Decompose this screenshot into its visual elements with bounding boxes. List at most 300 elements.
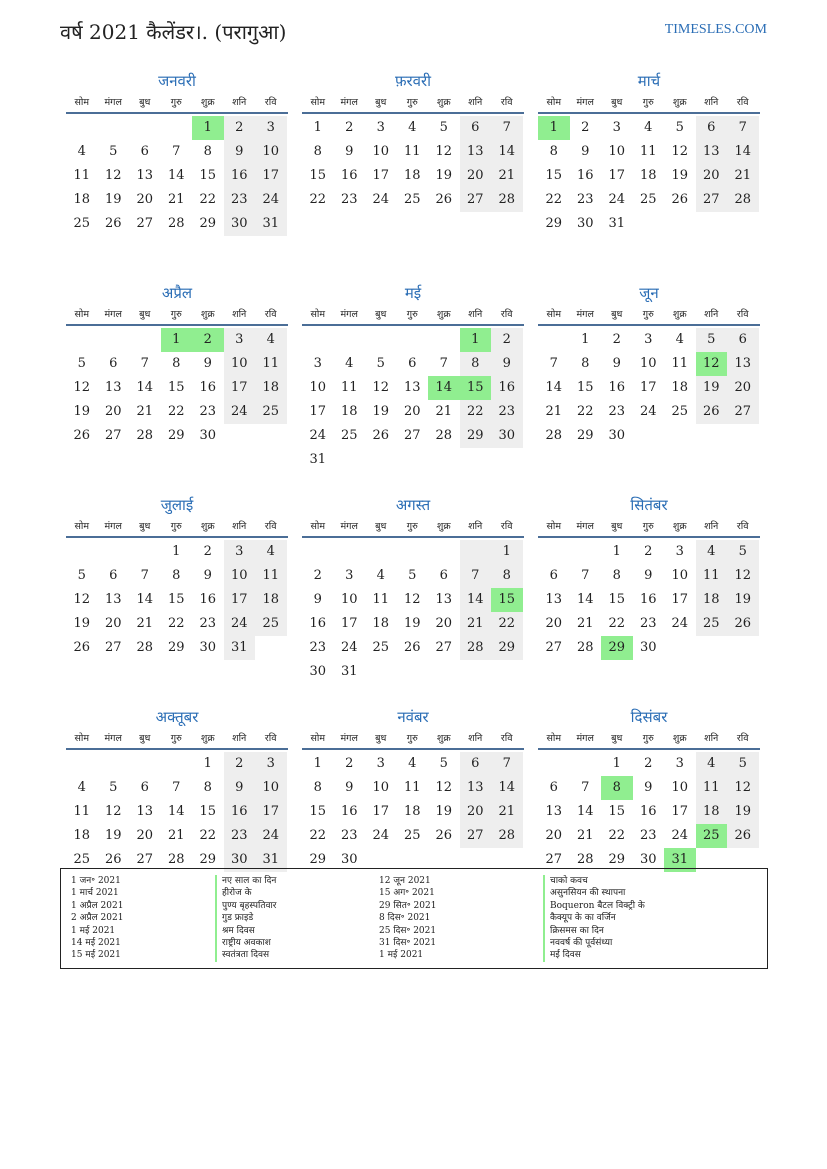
day-cell[interactable]: 15 (309, 804, 327, 819)
day-cell[interactable]: 8 (172, 356, 181, 371)
day-cell[interactable]: 29 (460, 424, 492, 448)
day-cell[interactable]: 8 (172, 568, 181, 583)
day-cell[interactable]: 17 (340, 616, 358, 631)
day-cell[interactable]: 20 (136, 828, 154, 843)
day-cell[interactable]: 21 (491, 800, 523, 824)
day-cell[interactable]: 7 (581, 568, 590, 583)
day-cell[interactable]: 21 (167, 828, 185, 843)
day-cell[interactable]: 5 (77, 568, 86, 583)
day-cell[interactable]: 24 (224, 612, 256, 636)
day-cell[interactable]: 11 (696, 776, 728, 800)
day-cell[interactable]: 5 (77, 356, 86, 371)
day-cell[interactable]: 1 (161, 328, 193, 352)
day-cell[interactable]: 9 (345, 144, 354, 159)
day-cell[interactable]: 12 (403, 592, 421, 607)
day-cell[interactable]: 7 (491, 752, 523, 776)
day-cell[interactable]: 5 (675, 120, 684, 135)
day-cell[interactable]: 19 (104, 828, 122, 843)
day-cell[interactable]: 12 (104, 168, 122, 183)
day-cell[interactable]: 3 (255, 116, 287, 140)
day-cell[interactable]: 21 (727, 164, 759, 188)
day-cell[interactable]: 10 (372, 144, 390, 159)
day-cell[interactable]: 27 (727, 400, 759, 424)
day-cell[interactable]: 20 (403, 404, 421, 419)
day-cell[interactable]: 22 (309, 192, 327, 207)
day-cell[interactable]: 14 (491, 140, 523, 164)
day-cell[interactable]: 21 (576, 616, 594, 631)
day-cell[interactable]: 13 (727, 352, 759, 376)
day-cell[interactable]: 23 (576, 192, 594, 207)
day-cell[interactable]: 21 (136, 404, 154, 419)
day-cell[interactable]: 21 (545, 404, 563, 419)
day-cell[interactable]: 25 (403, 828, 421, 843)
day-cell[interactable]: 23 (224, 188, 256, 212)
day-cell[interactable]: 11 (403, 780, 421, 795)
day-cell[interactable]: 5 (696, 328, 728, 352)
day-cell[interactable]: 12 (372, 380, 390, 395)
day-cell[interactable]: 30 (608, 428, 626, 443)
day-cell[interactable]: 13 (136, 168, 154, 183)
day-cell[interactable]: 16 (639, 804, 657, 819)
day-cell[interactable]: 6 (549, 568, 558, 583)
day-cell[interactable]: 12 (435, 780, 453, 795)
day-cell[interactable]: 2 (644, 544, 653, 559)
day-cell[interactable]: 24 (372, 192, 390, 207)
day-cell[interactable]: 3 (376, 756, 385, 771)
day-cell[interactable]: 26 (727, 824, 759, 848)
day-cell[interactable]: 16 (309, 616, 327, 631)
day-cell[interactable]: 30 (224, 848, 256, 872)
day-cell[interactable]: 1 (192, 116, 224, 140)
day-cell[interactable]: 4 (255, 540, 287, 564)
day-cell[interactable]: 16 (576, 168, 594, 183)
day-cell[interactable]: 25 (255, 400, 287, 424)
day-cell[interactable]: 23 (340, 828, 358, 843)
day-cell[interactable]: 14 (727, 140, 759, 164)
day-cell[interactable]: 18 (403, 804, 421, 819)
day-cell[interactable]: 1 (313, 120, 322, 135)
day-cell[interactable]: 19 (671, 168, 689, 183)
day-cell[interactable]: 23 (491, 400, 523, 424)
day-cell[interactable]: 27 (696, 188, 728, 212)
day-cell[interactable]: 7 (460, 564, 492, 588)
day-cell[interactable]: 30 (639, 640, 657, 655)
day-cell[interactable]: 3 (612, 120, 621, 135)
day-cell[interactable]: 14 (136, 592, 154, 607)
day-cell[interactable]: 17 (309, 404, 327, 419)
day-cell[interactable]: 21 (435, 404, 453, 419)
day-cell[interactable]: 28 (167, 852, 185, 867)
day-cell[interactable]: 25 (639, 192, 657, 207)
day-cell[interactable]: 19 (372, 404, 390, 419)
day-cell[interactable]: 7 (549, 356, 558, 371)
day-cell[interactable]: 17 (671, 592, 689, 607)
day-cell[interactable]: 21 (576, 828, 594, 843)
day-cell[interactable]: 17 (255, 800, 287, 824)
day-cell[interactable]: 8 (203, 780, 212, 795)
day-cell[interactable]: 6 (109, 356, 118, 371)
day-cell[interactable]: 13 (104, 380, 122, 395)
day-cell[interactable]: 18 (255, 376, 287, 400)
day-cell[interactable]: 9 (581, 144, 590, 159)
day-cell[interactable]: 11 (403, 144, 421, 159)
day-cell[interactable]: 24 (224, 400, 256, 424)
day-cell[interactable]: 24 (671, 828, 689, 843)
day-cell[interactable]: 9 (203, 356, 212, 371)
day-cell[interactable]: 24 (309, 428, 327, 443)
day-cell[interactable]: 23 (639, 616, 657, 631)
day-cell[interactable]: 18 (255, 588, 287, 612)
day-cell[interactable]: 10 (255, 140, 287, 164)
day-cell[interactable]: 28 (435, 428, 453, 443)
day-cell[interactable]: 21 (491, 164, 523, 188)
day-cell[interactable]: 19 (403, 616, 421, 631)
day-cell[interactable]: 20 (435, 616, 453, 631)
day-cell[interactable]: 10 (671, 568, 689, 583)
day-cell[interactable]: 29 (309, 852, 327, 867)
day-cell[interactable]: 15 (199, 804, 217, 819)
day-cell[interactable]: 25 (671, 404, 689, 419)
day-cell[interactable]: 1 (612, 544, 621, 559)
day-cell[interactable]: 30 (639, 852, 657, 867)
day-cell[interactable]: 22 (309, 828, 327, 843)
day-cell[interactable]: 2 (224, 752, 256, 776)
day-cell[interactable]: 30 (224, 212, 256, 236)
day-cell[interactable]: 16 (491, 376, 523, 400)
day-cell[interactable]: 10 (255, 776, 287, 800)
day-cell[interactable]: 23 (224, 824, 256, 848)
day-cell[interactable]: 6 (140, 144, 149, 159)
day-cell[interactable]: 13 (403, 380, 421, 395)
day-cell[interactable]: 1 (581, 332, 590, 347)
day-cell[interactable]: 19 (73, 616, 91, 631)
day-cell[interactable]: 7 (439, 356, 448, 371)
day-cell[interactable]: 31 (309, 452, 327, 467)
day-cell[interactable]: 2 (203, 544, 212, 559)
day-cell[interactable]: 11 (255, 564, 287, 588)
day-cell[interactable]: 2 (644, 756, 653, 771)
day-cell[interactable]: 21 (136, 616, 154, 631)
day-cell[interactable]: 22 (491, 612, 523, 636)
day-cell[interactable]: 21 (167, 192, 185, 207)
day-cell[interactable]: 29 (601, 636, 633, 660)
day-cell[interactable]: 18 (639, 168, 657, 183)
day-cell[interactable]: 4 (644, 120, 653, 135)
day-cell[interactable]: 7 (727, 116, 759, 140)
day-cell[interactable]: 16 (199, 592, 217, 607)
day-cell[interactable]: 11 (73, 168, 91, 183)
day-cell[interactable]: 1 (313, 756, 322, 771)
day-cell[interactable]: 28 (460, 636, 492, 660)
day-cell[interactable]: 8 (491, 564, 523, 588)
day-cell[interactable]: 4 (696, 752, 728, 776)
day-cell[interactable]: 31 (224, 636, 256, 660)
day-cell[interactable]: 18 (73, 192, 91, 207)
day-cell[interactable]: 3 (224, 328, 256, 352)
day-cell[interactable]: 21 (460, 612, 492, 636)
day-cell[interactable]: 25 (696, 612, 728, 636)
day-cell[interactable]: 11 (73, 804, 91, 819)
day-cell[interactable]: 13 (460, 140, 492, 164)
day-cell[interactable]: 14 (576, 592, 594, 607)
day-cell[interactable]: 31 (664, 848, 696, 872)
day-cell[interactable]: 23 (608, 404, 626, 419)
day-cell[interactable]: 8 (581, 356, 590, 371)
day-cell[interactable]: 9 (491, 352, 523, 376)
day-cell[interactable]: 19 (727, 800, 759, 824)
day-cell[interactable]: 2 (224, 116, 256, 140)
day-cell[interactable]: 18 (403, 168, 421, 183)
day-cell[interactable]: 27 (545, 640, 563, 655)
day-cell[interactable]: 26 (73, 428, 91, 443)
day-cell[interactable]: 12 (435, 144, 453, 159)
day-cell[interactable]: 5 (109, 144, 118, 159)
day-cell[interactable]: 4 (255, 328, 287, 352)
day-cell[interactable]: 4 (376, 568, 385, 583)
day-cell[interactable]: 7 (140, 568, 149, 583)
day-cell[interactable]: 18 (372, 616, 390, 631)
day-cell[interactable]: 31 (255, 848, 287, 872)
day-cell[interactable]: 29 (545, 216, 563, 231)
day-cell[interactable]: 13 (104, 592, 122, 607)
day-cell[interactable]: 10 (224, 564, 256, 588)
day-cell[interactable]: 8 (313, 780, 322, 795)
day-cell[interactable]: 28 (545, 428, 563, 443)
day-cell[interactable]: 5 (727, 540, 759, 564)
day-cell[interactable]: 28 (136, 640, 154, 655)
day-cell[interactable]: 1 (172, 544, 181, 559)
day-cell[interactable]: 12 (727, 776, 759, 800)
day-cell[interactable]: 25 (73, 852, 91, 867)
day-cell[interactable]: 4 (408, 120, 417, 135)
day-cell[interactable]: 26 (372, 428, 390, 443)
day-cell[interactable]: 26 (435, 828, 453, 843)
day-cell[interactable]: 22 (545, 192, 563, 207)
day-cell[interactable]: 10 (608, 144, 626, 159)
day-cell[interactable]: 3 (345, 568, 354, 583)
day-cell[interactable]: 17 (671, 804, 689, 819)
day-cell[interactable]: 2 (313, 568, 322, 583)
day-cell[interactable]: 14 (167, 804, 185, 819)
day-cell[interactable]: 16 (224, 800, 256, 824)
day-cell[interactable]: 29 (199, 852, 217, 867)
day-cell[interactable]: 15 (545, 168, 563, 183)
day-cell[interactable]: 9 (313, 592, 322, 607)
day-cell[interactable]: 24 (608, 192, 626, 207)
day-cell[interactable]: 6 (439, 568, 448, 583)
day-cell[interactable]: 3 (376, 120, 385, 135)
day-cell[interactable]: 9 (224, 140, 256, 164)
site-link[interactable]: TIMESLES.COM (664, 22, 767, 37)
day-cell[interactable]: 8 (203, 144, 212, 159)
day-cell[interactable]: 29 (608, 852, 626, 867)
day-cell[interactable]: 1 (203, 756, 212, 771)
day-cell[interactable]: 20 (104, 404, 122, 419)
day-cell[interactable]: 29 (491, 636, 523, 660)
day-cell[interactable]: 23 (639, 828, 657, 843)
day-cell[interactable]: 15 (608, 592, 626, 607)
day-cell[interactable]: 4 (696, 540, 728, 564)
day-cell[interactable]: 8 (612, 568, 621, 583)
day-cell[interactable]: 14 (428, 376, 460, 400)
day-cell[interactable]: 13 (696, 140, 728, 164)
day-cell[interactable]: 30 (199, 640, 217, 655)
day-cell[interactable]: 13 (545, 592, 563, 607)
day-cell[interactable]: 23 (309, 640, 327, 655)
day-cell[interactable]: 22 (608, 828, 626, 843)
day-cell[interactable]: 4 (675, 332, 684, 347)
day-cell[interactable]: 8 (313, 144, 322, 159)
day-cell[interactable]: 13 (435, 592, 453, 607)
day-cell[interactable]: 25 (255, 612, 287, 636)
day-cell[interactable]: 10 (639, 356, 657, 371)
day-cell[interactable]: 20 (696, 164, 728, 188)
day-cell[interactable]: 7 (491, 116, 523, 140)
day-cell[interactable]: 26 (671, 192, 689, 207)
day-cell[interactable]: 12 (73, 380, 91, 395)
day-cell[interactable]: 17 (255, 164, 287, 188)
day-cell[interactable]: 26 (435, 192, 453, 207)
day-cell[interactable]: 9 (345, 780, 354, 795)
day-cell[interactable]: 27 (403, 428, 421, 443)
day-cell[interactable]: 17 (224, 376, 256, 400)
day-cell[interactable]: 22 (576, 404, 594, 419)
day-cell[interactable]: 16 (340, 168, 358, 183)
day-cell[interactable]: 25 (372, 640, 390, 655)
day-cell[interactable]: 13 (545, 804, 563, 819)
day-cell[interactable]: 19 (435, 804, 453, 819)
day-cell[interactable]: 6 (140, 780, 149, 795)
day-cell[interactable]: 27 (545, 852, 563, 867)
day-cell[interactable]: 25 (73, 216, 91, 231)
day-cell[interactable]: 31 (608, 216, 626, 231)
day-cell[interactable]: 15 (491, 588, 523, 612)
day-cell[interactable]: 27 (104, 428, 122, 443)
day-cell[interactable]: 11 (340, 380, 358, 395)
day-cell[interactable]: 18 (73, 828, 91, 843)
day-cell[interactable]: 10 (224, 352, 256, 376)
day-cell[interactable]: 29 (199, 216, 217, 231)
day-cell[interactable]: 19 (435, 168, 453, 183)
day-cell[interactable]: 22 (460, 400, 492, 424)
day-cell[interactable]: 18 (340, 404, 358, 419)
day-cell[interactable]: 5 (376, 356, 385, 371)
day-cell[interactable]: 14 (491, 776, 523, 800)
day-cell[interactable]: 17 (224, 588, 256, 612)
day-cell[interactable]: 6 (408, 356, 417, 371)
day-cell[interactable]: 22 (199, 192, 217, 207)
day-cell[interactable]: 15 (576, 380, 594, 395)
day-cell[interactable]: 7 (140, 356, 149, 371)
day-cell[interactable]: 22 (608, 616, 626, 631)
day-cell[interactable]: 15 (199, 168, 217, 183)
day-cell[interactable]: 7 (581, 780, 590, 795)
day-cell[interactable]: 27 (460, 188, 492, 212)
day-cell[interactable]: 30 (199, 428, 217, 443)
day-cell[interactable]: 31 (340, 664, 358, 679)
day-cell[interactable]: 14 (460, 588, 492, 612)
day-cell[interactable]: 4 (408, 756, 417, 771)
day-cell[interactable]: 29 (576, 428, 594, 443)
day-cell[interactable]: 16 (224, 164, 256, 188)
day-cell[interactable]: 19 (104, 192, 122, 207)
day-cell[interactable]: 2 (581, 120, 590, 135)
day-cell[interactable]: 11 (639, 144, 657, 159)
day-cell[interactable]: 27 (460, 824, 492, 848)
day-cell[interactable]: 11 (671, 356, 689, 371)
day-cell[interactable]: 9 (644, 780, 653, 795)
day-cell[interactable]: 20 (136, 192, 154, 207)
day-cell[interactable]: 1 (491, 540, 523, 564)
day-cell[interactable]: 15 (460, 376, 492, 400)
day-cell[interactable]: 24 (340, 640, 358, 655)
day-cell[interactable]: 10 (340, 592, 358, 607)
day-cell[interactable]: 24 (639, 404, 657, 419)
day-cell[interactable]: 8 (460, 352, 492, 376)
day-cell[interactable]: 11 (372, 592, 390, 607)
day-cell[interactable]: 12 (696, 352, 728, 376)
day-cell[interactable]: 29 (167, 428, 185, 443)
day-cell[interactable]: 6 (460, 752, 492, 776)
day-cell[interactable]: 25 (340, 428, 358, 443)
day-cell[interactable]: 15 (167, 592, 185, 607)
day-cell[interactable]: 29 (167, 640, 185, 655)
day-cell[interactable]: 12 (73, 592, 91, 607)
day-cell[interactable]: 8 (549, 144, 558, 159)
day-cell[interactable]: 17 (608, 168, 626, 183)
day-cell[interactable]: 28 (136, 428, 154, 443)
day-cell[interactable]: 28 (576, 852, 594, 867)
day-cell[interactable]: 27 (435, 640, 453, 655)
day-cell[interactable]: 2 (345, 120, 354, 135)
day-cell[interactable]: 12 (104, 804, 122, 819)
day-cell[interactable]: 10 (309, 380, 327, 395)
day-cell[interactable]: 24 (255, 824, 287, 848)
day-cell[interactable]: 18 (696, 588, 728, 612)
day-cell[interactable]: 1 (612, 756, 621, 771)
day-cell[interactable]: 22 (199, 828, 217, 843)
day-cell[interactable]: 24 (671, 616, 689, 631)
day-cell[interactable]: 22 (167, 404, 185, 419)
day-cell[interactable]: 9 (203, 568, 212, 583)
day-cell[interactable]: 2 (345, 756, 354, 771)
day-cell[interactable]: 16 (199, 380, 217, 395)
day-cell[interactable]: 30 (309, 664, 327, 679)
day-cell[interactable]: 9 (644, 568, 653, 583)
day-cell[interactable]: 23 (340, 192, 358, 207)
day-cell[interactable]: 19 (696, 376, 728, 400)
day-cell[interactable]: 14 (576, 804, 594, 819)
day-cell[interactable]: 7 (172, 144, 181, 159)
day-cell[interactable]: 20 (545, 828, 563, 843)
day-cell[interactable]: 18 (671, 380, 689, 395)
day-cell[interactable]: 20 (104, 616, 122, 631)
day-cell[interactable]: 13 (460, 776, 492, 800)
day-cell[interactable]: 30 (576, 216, 594, 231)
day-cell[interactable]: 11 (696, 564, 728, 588)
day-cell[interactable]: 3 (644, 332, 653, 347)
day-cell[interactable]: 14 (167, 168, 185, 183)
day-cell[interactable]: 16 (639, 592, 657, 607)
day-cell[interactable]: 4 (345, 356, 354, 371)
day-cell[interactable]: 28 (167, 216, 185, 231)
day-cell[interactable]: 17 (372, 168, 390, 183)
day-cell[interactable]: 27 (104, 640, 122, 655)
day-cell[interactable]: 25 (696, 824, 728, 848)
day-cell[interactable]: 28 (491, 188, 523, 212)
day-cell[interactable]: 3 (255, 752, 287, 776)
day-cell[interactable]: 26 (104, 216, 122, 231)
